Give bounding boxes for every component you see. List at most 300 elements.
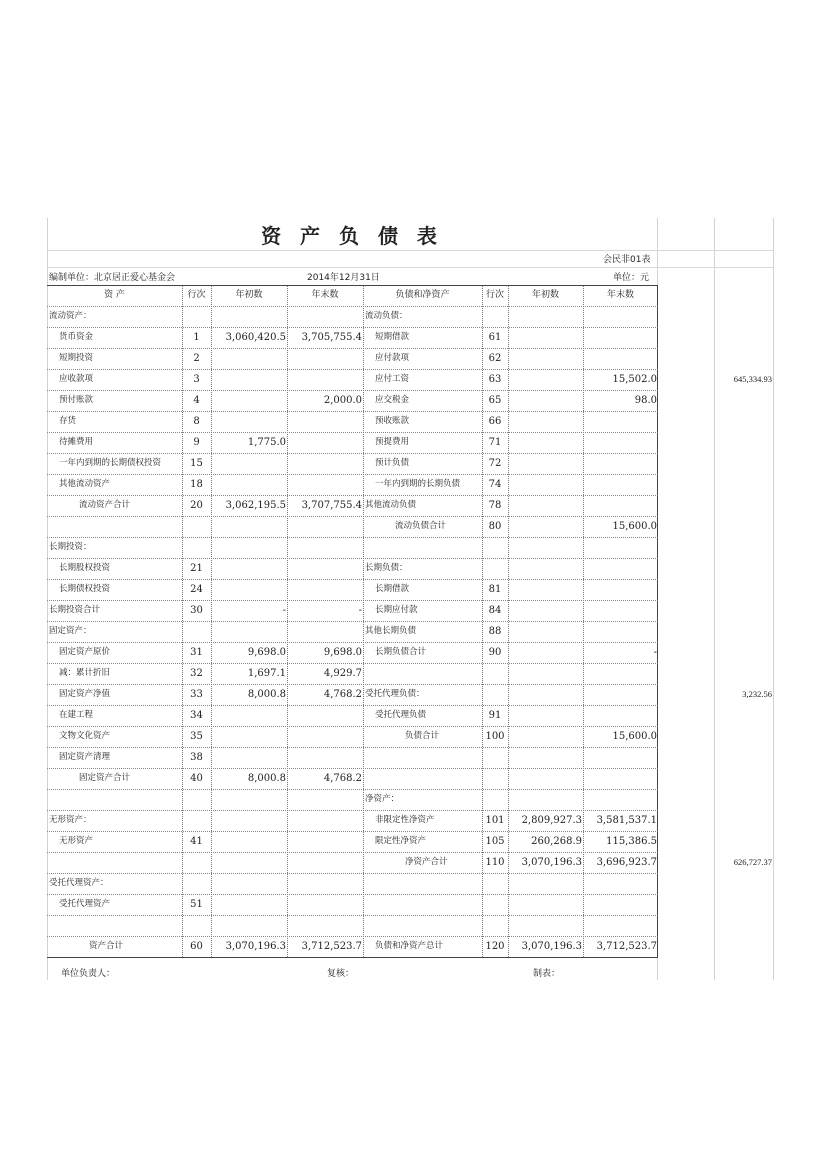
asset-end: [287, 453, 362, 474]
asset-line: 38: [190, 752, 203, 763]
asset-begin: [211, 831, 286, 852]
asset-begin: [211, 474, 286, 495]
asset-line: 4: [193, 395, 200, 406]
liab-line: [482, 663, 508, 684]
side-value: [717, 642, 772, 663]
asset-end: [287, 579, 362, 600]
liab-begin: [508, 474, 582, 495]
liab-begin: [508, 306, 582, 327]
liab-end: 15,502.0: [612, 374, 657, 385]
asset-line: 21: [190, 563, 203, 574]
side-value: [717, 516, 772, 537]
asset-end: [287, 348, 362, 369]
side-value: [717, 453, 772, 474]
liab-label: 一年内到期的长期负债: [375, 479, 461, 489]
liab-label: [365, 873, 482, 894]
asset-begin: 3,070,196.3: [225, 941, 286, 952]
header-begin: 年初数: [235, 290, 263, 300]
header-end: 年末数: [311, 290, 339, 300]
side-value: [717, 747, 772, 768]
liab-label: 应交税金: [375, 395, 410, 405]
liab-begin: [508, 600, 582, 621]
liab-line: 74: [488, 479, 502, 490]
header-liab: 负债和净资产: [395, 290, 450, 300]
asset-begin: [211, 369, 286, 390]
liab-label: 负债和净资产总计: [375, 941, 444, 951]
asset-end: [287, 537, 362, 558]
asset-end: 4,768.2: [323, 773, 362, 784]
asset-label: 受托代理资产：: [49, 878, 109, 888]
row-divider: [47, 267, 773, 268]
header-line: 行次: [187, 290, 206, 300]
liab-end: [583, 873, 657, 894]
table-top-border: [47, 285, 658, 286]
asset-line: 2: [193, 353, 200, 364]
asset-line: 3: [193, 374, 200, 385]
side-value: 645,334.93: [733, 374, 772, 384]
liab-begin: [508, 894, 582, 915]
liab-line: 81: [488, 584, 502, 595]
asset-end: 2,000.0: [323, 395, 362, 406]
asset-label: 长期投资合计: [49, 605, 101, 615]
asset-line: [182, 306, 211, 327]
side-value: [717, 705, 772, 726]
row-divider: [47, 250, 773, 251]
side-value: [717, 810, 772, 831]
asset-begin: [211, 789, 286, 810]
liab-begin: [508, 621, 582, 642]
liab-begin: [508, 516, 582, 537]
asset-label: 无形资产: [59, 836, 94, 846]
asset-line: [182, 537, 211, 558]
side-value: [717, 390, 772, 411]
asset-label: 受托代理资产: [59, 899, 111, 909]
asset-line: [182, 621, 211, 642]
liab-label: 净资产合计: [405, 857, 448, 867]
side-value: 626,727.37: [733, 857, 772, 867]
asset-begin: [211, 873, 286, 894]
liab-end: 15,600.0: [612, 731, 657, 742]
asset-begin: [211, 348, 286, 369]
side-value: [717, 432, 772, 453]
liab-line: [482, 894, 508, 915]
side-value: [717, 411, 772, 432]
asset-begin: [211, 537, 286, 558]
liab-label: 短期借款: [375, 332, 410, 342]
asset-end: [287, 411, 362, 432]
liab-end: [583, 474, 657, 495]
asset-label: 固定资产合计: [79, 773, 131, 783]
liab-line: 101: [485, 815, 505, 826]
liab-end: [583, 411, 657, 432]
liab-begin: [508, 579, 582, 600]
asset-end: [287, 873, 362, 894]
asset-end: [287, 474, 362, 495]
asset-label: 其他流动资产: [59, 479, 111, 489]
asset-line: 24: [190, 584, 203, 595]
liab-end: [583, 306, 657, 327]
liab-end: [583, 579, 657, 600]
liab-label: 净资产：: [365, 794, 400, 804]
liab-end: 3,712,523.7: [596, 941, 657, 952]
liab-line: 65: [488, 395, 502, 406]
asset-line: [182, 789, 211, 810]
sheet-gridline: [47, 218, 48, 980]
asset-line: 60: [190, 941, 203, 952]
liab-end: 3,696,923.7: [596, 857, 657, 868]
side-value: [717, 915, 772, 936]
side-value: [717, 873, 772, 894]
liab-label: 长期应付款: [375, 605, 418, 615]
side-value: [717, 558, 772, 579]
liab-line: 61: [488, 332, 502, 343]
header-begin2: 年初数: [531, 290, 559, 300]
liab-end: [583, 537, 657, 558]
liab-begin: [508, 684, 582, 705]
asset-line: 41: [190, 836, 203, 847]
asset-end: 3,712,523.7: [301, 941, 362, 952]
asset-end: [287, 516, 362, 537]
liab-end: [583, 600, 657, 621]
liab-end: [583, 705, 657, 726]
asset-end: 3,705,755.4: [301, 332, 362, 343]
liab-begin: [508, 369, 582, 390]
liab-end: 98.0: [634, 395, 657, 406]
asset-end: [287, 810, 362, 831]
asset-label: 长期债权投资: [59, 584, 111, 594]
asset-end: 4,929.7: [323, 668, 362, 679]
liab-end: [583, 432, 657, 453]
asset-label: 预付账款: [59, 395, 94, 405]
asset-end: [287, 894, 362, 915]
balance-sheet: [47, 218, 773, 980]
asset-begin: 1,697.1: [247, 668, 286, 679]
liab-line: 62: [488, 353, 502, 364]
liab-label: 长期借款: [375, 584, 410, 594]
asset-line: [182, 516, 211, 537]
asset-begin: [211, 894, 286, 915]
asset-line: 8: [193, 416, 200, 427]
side-value: [717, 537, 772, 558]
asset-line: 34: [190, 710, 203, 721]
asset-line: 30: [190, 605, 203, 616]
header-end2: 年末数: [606, 290, 634, 300]
asset-end: [287, 621, 362, 642]
liab-end: [583, 663, 657, 684]
liab-line: 71: [488, 437, 502, 448]
liab-begin: [508, 705, 582, 726]
side-value: [717, 768, 772, 789]
asset-line: [182, 852, 211, 873]
asset-begin: [211, 390, 286, 411]
side-value: [717, 621, 772, 642]
liab-line: [482, 537, 508, 558]
asset-end: [287, 306, 362, 327]
liab-end: [583, 621, 657, 642]
liab-label: 预收账款: [375, 416, 410, 426]
asset-end: [287, 726, 362, 747]
liab-label: [365, 747, 482, 768]
liab-end: [583, 495, 657, 516]
header-asset: 资 产: [104, 290, 125, 300]
unit-label: 单位：元: [613, 273, 650, 283]
header-line2: 行次: [485, 290, 504, 300]
liab-line: 80: [488, 521, 502, 532]
asset-end: [287, 747, 362, 768]
liab-label: 应付工资: [375, 374, 410, 384]
liab-begin: [508, 789, 582, 810]
asset-label: [49, 915, 182, 936]
asset-end: [287, 831, 362, 852]
liab-begin: 3,070,196.3: [521, 941, 582, 952]
asset-label: [49, 852, 182, 873]
asset-begin: [211, 747, 286, 768]
liab-line: 72: [488, 458, 502, 469]
asset-begin: [211, 705, 286, 726]
liab-line: 88: [488, 626, 502, 637]
liab-line: 63: [488, 374, 502, 385]
asset-begin: [211, 852, 286, 873]
asset-begin: -: [282, 605, 286, 616]
asset-end: -: [358, 605, 362, 616]
liab-begin: [508, 558, 582, 579]
row-divider: [47, 957, 658, 958]
asset-label: [49, 789, 182, 810]
asset-end: [287, 852, 362, 873]
liab-begin: [508, 663, 582, 684]
asset-line: 31: [190, 647, 203, 658]
asset-label: 待摊费用: [59, 437, 94, 447]
liab-line: 100: [485, 731, 505, 742]
org-label: 编制单位：北京居正爱心基金会: [49, 273, 176, 283]
asset-label: 固定资产原价: [59, 647, 111, 657]
liab-label: 流动负债合计: [395, 521, 447, 531]
liab-line: 66: [488, 416, 502, 427]
liab-end: [583, 894, 657, 915]
liab-label: [365, 663, 482, 684]
asset-label: 固定资产清理: [59, 752, 111, 762]
liab-begin: [508, 768, 582, 789]
asset-begin: 1,775.0: [247, 437, 286, 448]
liab-line: [482, 873, 508, 894]
liab-label: [365, 915, 482, 936]
asset-end: [287, 915, 362, 936]
liab-line: 110: [485, 857, 505, 868]
liab-label: 受托代理负债: [375, 710, 427, 720]
liab-line: 84: [488, 605, 502, 616]
asset-label: 资产合计: [89, 941, 124, 951]
asset-end: [287, 705, 362, 726]
asset-begin: 8,000.8: [247, 689, 286, 700]
asset-line: 33: [190, 689, 203, 700]
liab-begin: [508, 348, 582, 369]
liab-label: 负债合计: [405, 731, 440, 741]
page-title: 资 产 负 债 表: [261, 224, 443, 248]
liab-begin: [508, 747, 582, 768]
liab-line: 78: [488, 500, 502, 511]
asset-end: [287, 789, 362, 810]
side-value: [717, 600, 772, 621]
liab-end: [583, 348, 657, 369]
liab-label: 预提费用: [375, 437, 410, 447]
liab-line: [482, 768, 508, 789]
side-value: [717, 831, 772, 852]
liab-end: [583, 789, 657, 810]
liab-begin: [508, 642, 582, 663]
asset-label: 文物文化资产: [59, 731, 111, 741]
liab-label: [365, 537, 482, 558]
asset-begin: 8,000.8: [247, 773, 286, 784]
liab-label: 其他流动负债: [365, 500, 417, 510]
liab-label: 应付款项: [375, 353, 410, 363]
asset-end: 9,698.0: [323, 647, 362, 658]
liab-end: -: [653, 647, 657, 658]
asset-label: 在建工程: [59, 710, 94, 720]
asset-line: 20: [190, 500, 203, 511]
liab-label: 限定性净资产: [375, 836, 427, 846]
side-value: 3,232.56: [742, 689, 772, 699]
liab-label: 非限定性净资产: [375, 815, 435, 825]
liab-end: [583, 915, 657, 936]
date-label: 2014年12月31日: [307, 273, 380, 283]
liab-end: [583, 327, 657, 348]
liab-end: [583, 453, 657, 474]
asset-begin: [211, 726, 286, 747]
asset-line: 1: [193, 332, 200, 343]
side-value: [717, 474, 772, 495]
asset-line: 18: [190, 479, 203, 490]
liab-end: 115,386.5: [606, 836, 657, 847]
asset-begin: [211, 558, 286, 579]
asset-label: 短期投资: [59, 353, 94, 363]
asset-begin: 9,698.0: [247, 647, 286, 658]
side-value: [717, 894, 772, 915]
asset-line: 40: [190, 773, 203, 784]
liab-begin: [508, 327, 582, 348]
liab-begin: [508, 411, 582, 432]
asset-begin: [211, 411, 286, 432]
liab-begin: [508, 537, 582, 558]
liab-begin: [508, 726, 582, 747]
liab-end: [583, 558, 657, 579]
asset-line: 9: [193, 437, 200, 448]
liab-line: [482, 915, 508, 936]
footer-head: 单位负责人：: [61, 969, 116, 979]
asset-label: 长期股权投资: [59, 563, 111, 573]
liab-begin: 260,268.9: [531, 836, 582, 847]
liab-line: 120: [485, 941, 505, 952]
asset-end: [287, 432, 362, 453]
side-value: [717, 726, 772, 747]
asset-begin: 3,062,195.5: [225, 500, 286, 511]
liab-begin: [508, 390, 582, 411]
asset-begin: [211, 621, 286, 642]
side-value: [717, 348, 772, 369]
liab-label: [365, 894, 482, 915]
liab-label: 其他长期负债: [365, 626, 417, 636]
asset-end: [287, 369, 362, 390]
liab-begin: 2,809,927.3: [521, 815, 582, 826]
liab-line: [482, 558, 508, 579]
asset-label: 货币资金: [59, 332, 94, 342]
asset-end: [287, 558, 362, 579]
liab-begin: [508, 873, 582, 894]
asset-line: 35: [190, 731, 203, 742]
side-value: [717, 789, 772, 810]
sheet-gridline: [714, 218, 715, 980]
asset-label: 无形资产：: [49, 815, 92, 825]
asset-begin: [211, 453, 286, 474]
asset-label: 固定资产净值: [59, 689, 111, 699]
asset-begin: [211, 306, 286, 327]
liab-begin: [508, 915, 582, 936]
asset-line: 51: [190, 899, 203, 910]
side-value: [717, 327, 772, 348]
liab-label: 流动负债：: [365, 311, 408, 321]
liab-end: [583, 747, 657, 768]
asset-label: 减：累计折旧: [59, 668, 111, 678]
asset-begin: [211, 579, 286, 600]
asset-end: 4,768.2: [323, 689, 362, 700]
asset-label: 固定资产：: [49, 626, 92, 636]
liab-end: 15,600.0: [612, 521, 657, 532]
liab-label: 长期负债：: [365, 563, 408, 573]
liab-label: 长期负债合计: [375, 647, 427, 657]
liab-line: 91: [488, 710, 502, 721]
asset-line: 32: [190, 668, 203, 679]
side-value: [717, 663, 772, 684]
footer-review: 复核：: [327, 969, 355, 979]
asset-begin: 3,060,420.5: [225, 332, 286, 343]
asset-line: 15: [190, 458, 203, 469]
side-value: [717, 495, 772, 516]
asset-begin: [211, 915, 286, 936]
asset-label: 流动资产合计: [79, 500, 131, 510]
liab-label: [365, 768, 482, 789]
asset-begin: [211, 810, 286, 831]
asset-label: 存货: [59, 416, 77, 426]
side-value: [717, 306, 772, 327]
liab-end: [583, 768, 657, 789]
liab-line: 105: [485, 836, 505, 847]
liab-label: 受托代理负债：: [365, 689, 425, 699]
asset-label: [49, 516, 182, 537]
liab-begin: [508, 453, 582, 474]
liab-line: [482, 306, 508, 327]
footer-maker: 制表：: [533, 969, 561, 979]
liab-line: [482, 684, 508, 705]
side-value: [717, 579, 772, 600]
liab-line: [482, 789, 508, 810]
liab-end: 3,581,537.1: [596, 815, 657, 826]
asset-end: 3,707,755.4: [301, 500, 362, 511]
liab-line: [482, 747, 508, 768]
asset-line: [182, 873, 211, 894]
asset-line: [182, 810, 211, 831]
side-value: [717, 936, 772, 957]
asset-line: [182, 915, 211, 936]
liab-line: 90: [488, 647, 502, 658]
liab-end: [583, 684, 657, 705]
asset-begin: [211, 516, 286, 537]
asset-label: 流动资产：: [49, 311, 92, 321]
asset-label: 应收款项: [59, 374, 94, 384]
form-code: 会民非01表: [603, 255, 651, 265]
liab-begin: [508, 432, 582, 453]
sheet-gridline: [773, 218, 774, 980]
liab-begin: 3,070,196.3: [521, 857, 582, 868]
asset-label: 长期投资：: [49, 542, 92, 552]
